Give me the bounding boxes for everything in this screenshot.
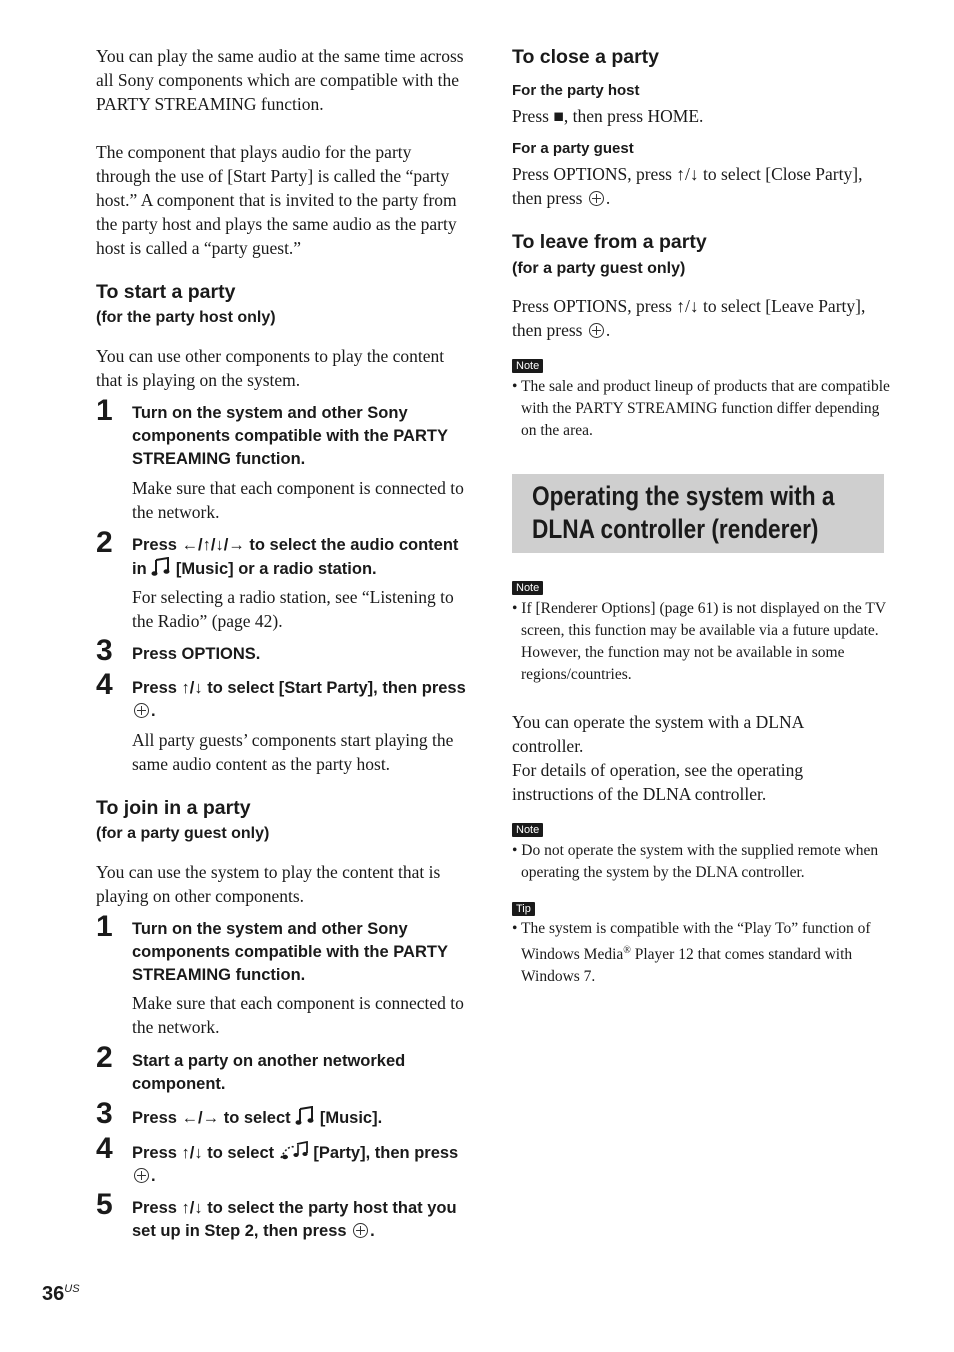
enter-circle-plus-icon	[353, 1223, 368, 1238]
step-instruction	[132, 677, 472, 723]
step-number: 4	[96, 1132, 112, 1165]
start-party-heading: To start a party	[96, 281, 236, 303]
page-region-suffix: US	[64, 1283, 80, 1295]
step-number: 2	[96, 1041, 112, 1074]
tip-text	[512, 918, 893, 988]
step-instruction-part: Press ←/→ to select	[132, 1109, 291, 1127]
step-description: All party guests’ components start playing the same audio content as the party host.	[132, 730, 454, 774]
join-party-heading: To join in a party	[96, 797, 251, 819]
tip-badge: Tip	[512, 902, 535, 916]
leave-party-heading: To leave from a party	[512, 231, 707, 253]
step-instruction	[132, 1141, 462, 1188]
leave-party-text-part: Press OPTIONS, press ↑/↓ to select [Leave Party], then press	[512, 296, 866, 340]
step-instruction-part: Press ↑/↓ to select [Start Party], then press	[132, 679, 466, 697]
step-instruction-part: Press ←/↑/↓/→ to select the audio content in	[132, 536, 459, 578]
tip-text-part: • The system is compatible with the “Play To” function of Windows Media	[512, 920, 871, 964]
step-description: For selecting a radio station, see “Listening to the Radio” (page 42).	[132, 587, 454, 631]
step-description: Make sure that each component is connected to the network.	[132, 478, 464, 522]
enter-circle-plus-icon	[589, 323, 604, 338]
registered-mark: ®	[623, 945, 631, 956]
section-title: Operating the system with a DLNA controller (renderer)	[532, 481, 835, 544]
party-guest-label: For a party guest	[512, 140, 634, 157]
party-host-text: Press ■, then press HOME.	[512, 106, 704, 126]
dlna-body-2: For details of operation, see the operating instructions of the DLNA controller.	[512, 760, 804, 804]
enter-circle-plus-icon	[134, 703, 149, 718]
leave-party-text-part: .	[605, 320, 611, 340]
party-guest-text-part: Press OPTIONS, press ↑/↓ to select [Close Party], then press	[512, 164, 863, 208]
step-description: Make sure that each component is connected to the network.	[132, 993, 464, 1037]
dlna-body-1: You can operate the system with a DLNA controller.	[512, 712, 804, 756]
page-number	[42, 1283, 80, 1306]
join-party-desc: You can use the system to play the content that is playing on other components.	[96, 862, 441, 906]
step-instruction	[132, 1106, 472, 1130]
start-party-subheading: (for the party host only)	[96, 309, 276, 326]
step-instruction	[132, 1197, 472, 1243]
intro-paragraph: You can play the same audio at the same time across all Sony components which are compatible with the PARTY STREAMING function.	[96, 46, 464, 114]
step-instruction: Turn on the system and other Sony components compatible with the PARTY STREAMING function.	[132, 404, 448, 468]
tip-text-part: Player 12 that comes standard with Windows 7.	[521, 946, 853, 986]
step-instruction: Start a party on another networked component.	[132, 1052, 406, 1093]
step-instruction: Turn on the system and other Sony components compatible with the PARTY STREAMING function.	[132, 920, 448, 984]
step-number: 5	[96, 1188, 112, 1221]
music-note-icon	[151, 557, 171, 577]
step-number: 1	[96, 910, 112, 943]
step-instruction-part: [Music] or a radio station.	[175, 560, 377, 578]
step-instruction-part: [Music].	[319, 1109, 383, 1127]
party-host-label: For the party host	[512, 82, 640, 99]
step-number: 3	[96, 1097, 112, 1130]
step-number: 1	[96, 394, 112, 427]
music-note-icon	[295, 1106, 315, 1126]
leave-party-subheading: (for a party guest only)	[512, 260, 686, 277]
party-guest-text	[512, 162, 884, 210]
step-instruction-part: Press ↑/↓ to select	[132, 1144, 275, 1162]
step-instruction-part: [Party], then press	[313, 1144, 459, 1162]
page-number-value: 36	[42, 1283, 65, 1305]
note-badge: Note	[512, 359, 543, 373]
note-text: • Do not operate the system with the supplied remote when operating the system by the DLNA controller.	[512, 842, 879, 881]
step-number: 3	[96, 634, 112, 667]
note-text: • The sale and product lineup of products that are compatible with the PARTY STREAMING function differ depending on the area.	[512, 378, 890, 439]
note-badge: Note	[512, 823, 543, 837]
party-icon	[279, 1141, 309, 1161]
leave-party-text	[512, 294, 884, 342]
enter-circle-plus-icon	[589, 191, 604, 206]
step-instruction-part: Press ↑/↓ to select the party host that you set up in Step 2, then press	[132, 1199, 457, 1240]
start-party-desc: You can use other components to play the content that is playing on the system.	[96, 346, 445, 390]
step-instruction-part: .	[151, 1167, 156, 1185]
step-number: 2	[96, 526, 112, 559]
step-number: 4	[96, 668, 112, 701]
step-instruction: Press OPTIONS.	[132, 645, 261, 663]
note-text: • If [Renderer Options] (page 61) is not displayed on the TV screen, this function may be available via a future update. However, the function may not be available in some regions/countries.	[512, 600, 886, 683]
intro-paragraph-2: The component that plays audio for the party through the use of [Start Party] is called the “party host.” A component that is invited to the party from the party host and plays the same audio as the party host is called a “party guest.”	[96, 142, 457, 258]
close-party-heading: To close a party	[512, 46, 660, 68]
section-banner	[512, 474, 884, 553]
party-guest-text-part: .	[605, 188, 611, 208]
step-instruction	[132, 534, 477, 581]
note-badge: Note	[512, 581, 543, 595]
join-party-subheading: (for a party guest only)	[96, 825, 270, 842]
enter-circle-plus-icon	[134, 1168, 149, 1183]
step-instruction-part: .	[151, 702, 156, 720]
step-instruction-part: .	[370, 1222, 375, 1240]
